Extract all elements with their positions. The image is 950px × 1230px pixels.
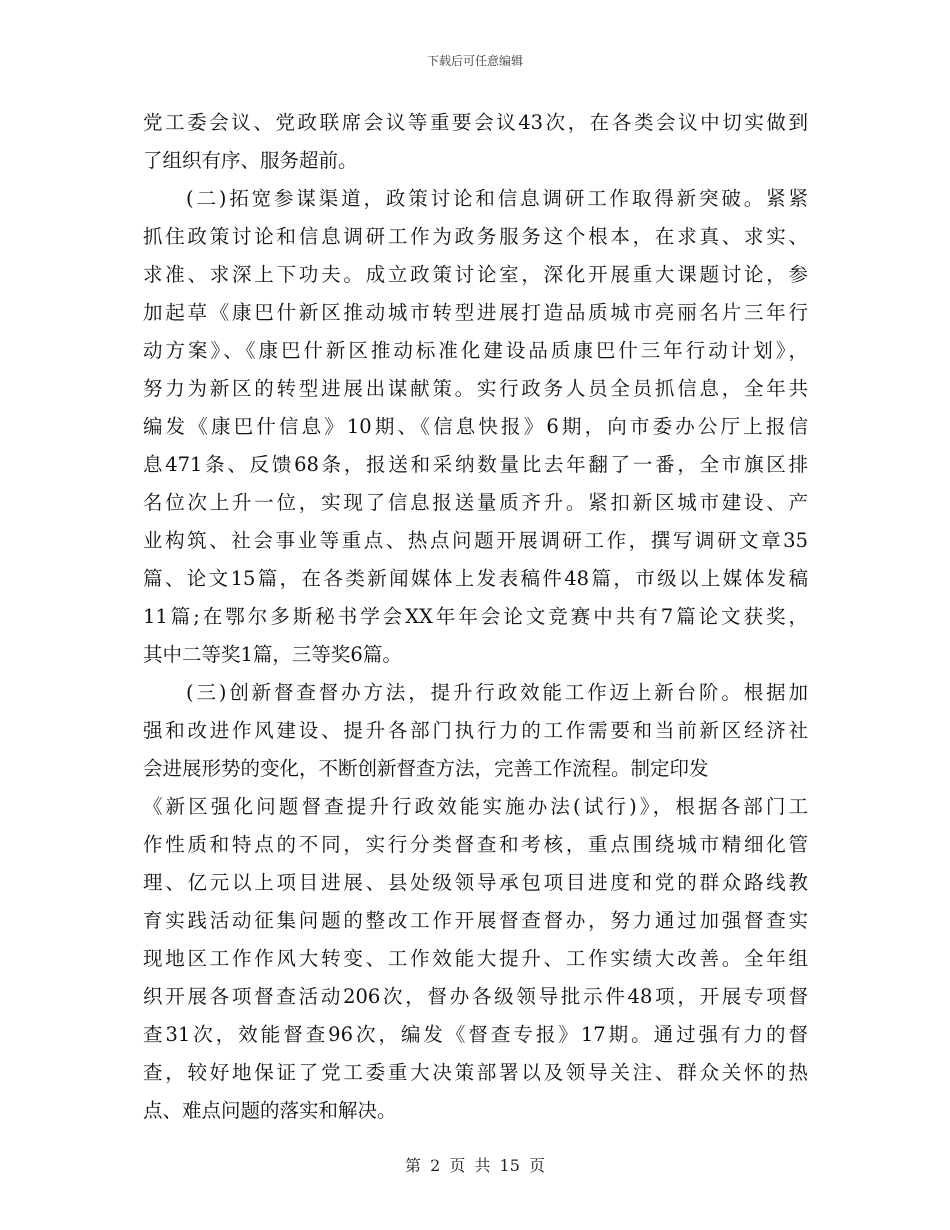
text-line: (二)拓宽参谋渠道，政策讨论和信息调研工作取得新突破。紧紧 <box>186 187 808 210</box>
text-line: 会进展形势的变化，不断创新督查方法，完善工作流程。制定印发 <box>143 757 709 780</box>
text-line: 《新区强化问题督查提升行政效能实施办法(试行)》，根据各部门工 <box>143 795 808 818</box>
text-line: 查，较好地保证了党工委重大决策部署以及领导关注、群众关怀的热 <box>143 1061 808 1084</box>
text-line: 业构筑、社会事业等重点、热点问题开展调研工作，撰写调研文章35 <box>143 529 808 552</box>
text-line: 篇、论文15篇，在各类新闻媒体上发表稿件48篇，市级以上媒体发稿 <box>143 567 808 590</box>
text-line: 了组织有序、服务超前。 <box>143 149 358 172</box>
text-line: 点、难点问题的落实和解决。 <box>143 1099 397 1122</box>
text-line: 理、亿元以上项目进展、县处级领导承包项目进度和党的群众路线教 <box>143 871 808 894</box>
text-line: 育实践活动征集问题的整改工作开展督查督办，努力通过加强督查实 <box>143 909 808 932</box>
text-line: 名位次上升一位，实现了信息报送量质齐升。紧扣新区城市建设、产 <box>143 491 808 514</box>
text-line: 抓住政策讨论和信息调研工作为政务服务这个根本，在求真、求实、 <box>143 225 808 248</box>
page-number: 第 2 页 共 15 页 <box>405 1156 545 1175</box>
text-line: 强和改进作风建设、提升各部门执行力的工作需要和当前新区经济社 <box>143 719 808 742</box>
text-line: 11篇;在鄂尔多斯秘书学会XX年年会论文竞赛中共有7篇论文获奖， <box>143 605 808 628</box>
text-line: 求准、求深上下功夫。成立政策讨论室，深化开展重大课题讨论，参 <box>143 263 808 286</box>
text-line: 动方案》、《康巴什新区推动标准化建设品质康巴什三年行动计划》， <box>143 339 808 362</box>
text-line: 息471条、反馈68条，报送和采纳数量比去年翻了一番，全市旗区排 <box>143 453 808 476</box>
text-line: 织开展各项督查活动206次，督办各级领导批示件48项，开展专项督 <box>143 985 808 1008</box>
text-line: 加起草《康巴什新区推动城市转型进展打造品质城市亮丽名片三年行 <box>143 301 808 324</box>
text-line: 编发《康巴什信息》10期、《信息快报》6期，向市委办公厅上报信 <box>143 415 808 438</box>
page-header: 下载后可任意编辑 <box>426 54 523 68</box>
text-line: 党工委会议、党政联席会议等重要会议43次，在各类会议中切实做到 <box>143 111 808 134</box>
text-line: 现地区工作作风大转变、工作效能大提升、工作实绩大改善。全年组 <box>143 947 808 970</box>
text-line: 努力为新区的转型进展出谋献策。实行政务人员全员抓信息，全年共 <box>143 377 808 400</box>
text-line: (三)创新督查督办方法，提升行政效能工作迈上新台阶。根据加 <box>186 681 808 704</box>
text-line: 其中二等奖1篇，三等奖6篇。 <box>143 643 402 666</box>
text-line: 作性质和特点的不同，实行分类督查和考核，重点围绕城市精细化管 <box>143 833 808 856</box>
text-line: 查31次，效能督查96次，编发《督查专报》17期。通过强有力的督 <box>143 1023 808 1046</box>
